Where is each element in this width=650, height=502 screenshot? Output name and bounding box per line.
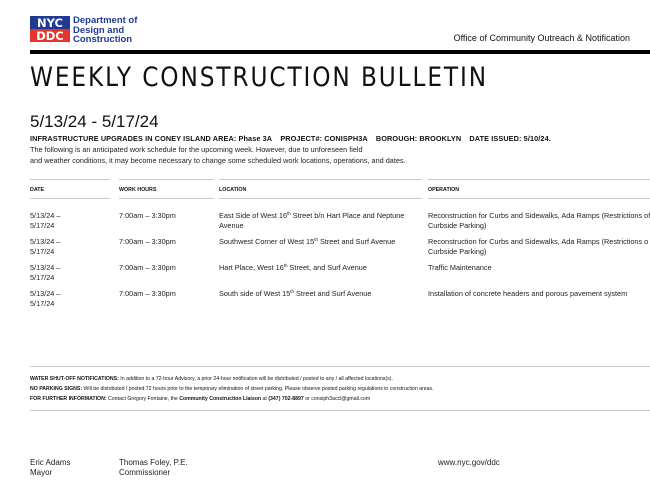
- project-number: PROJECT#: CONISPH3A: [280, 134, 368, 143]
- row-hours: 7:00am – 3:30pm: [119, 263, 176, 272]
- dept-line-3: Construction: [73, 34, 133, 46]
- bulletin-title: WEEKLY CONSTRUCTION BULLETIN: [30, 62, 488, 93]
- liaison-phone: (347) 702-8897: [268, 396, 304, 402]
- office-name: Office of Community Outreach & Notification: [453, 33, 630, 43]
- row-date-start: 5/13/24 –: [30, 211, 61, 220]
- project-meta: [30, 134, 557, 143]
- liaison-title: Community Construction Liaison: [179, 396, 262, 402]
- row-location: [219, 211, 424, 232]
- location-ordinal: th: [283, 263, 288, 268]
- mayor-name: Eric Adams: [30, 458, 71, 467]
- row-date: [30, 263, 110, 284]
- location-text: Street and Surf Avenue: [317, 237, 396, 246]
- project-title: INFRASTRUCTURE UPGRADES IN CONEY ISLAND AREA: Phase 3A: [30, 134, 273, 143]
- row-location: [219, 263, 424, 273]
- header-location: LOCATION: [219, 179, 422, 199]
- note-text: Will be distributed / posted 72 hours prior to the temporary elimination of street parking. Please observe posted parking regulations in construction areas.: [82, 386, 434, 392]
- note-text: Contact Gregory Fontaine, the: [106, 396, 180, 402]
- row-operation: Traffic Maintenance: [428, 263, 492, 272]
- row-location: [219, 237, 424, 247]
- intro-line-2: and weather conditions, it may become necessary to change some scheduled work locations, operations, and dates.: [30, 155, 406, 165]
- row-hours: 7:00am – 3:30pm: [119, 237, 176, 246]
- row-date-end: 5/17/24: [30, 299, 55, 309]
- date-issued: DATE ISSUED: 5/10/24.: [469, 134, 551, 143]
- footer-website[interactable]: www.nyc.gov/ddc: [438, 458, 500, 467]
- intro-text: [30, 145, 510, 167]
- row-date-end: 5/17/24: [30, 273, 55, 283]
- department-name: [73, 16, 137, 45]
- row-hours: 7:00am – 3:30pm: [119, 289, 176, 298]
- note-label: WATER SHUT-OFF NOTIFICATIONS:: [30, 376, 119, 382]
- notifications-box: [30, 366, 650, 411]
- note-label: NO PARKING SIGNS:: [30, 386, 83, 392]
- footer-commissioner: [119, 458, 188, 478]
- note-text: In addition to a 72-hour Advisory, a prior 24-hour notification will be distributed / posted to any / all affected locations(s).: [118, 376, 393, 382]
- note-label: FOR FURTHER INFORMATION:: [30, 396, 107, 402]
- row-operation: Reconstruction for Curbs and Sidewalks, Ada Ramps (Restrictions o Curbside Parking): [428, 237, 649, 257]
- location-text: Street, and Surf Avenue: [287, 263, 367, 272]
- no-parking-note: [30, 384, 650, 394]
- commissioner-title: Commissioner: [119, 468, 171, 477]
- row-operation: Installation of concrete headers and porous pavement system: [428, 289, 628, 298]
- footer-mayor: [30, 458, 70, 478]
- intro-line-1: The following is an anticipated work schedule for the upcoming week. However, due to unforeseen field: [30, 145, 363, 154]
- location-ordinal: th: [314, 237, 318, 242]
- row-date-start: 5/13/24 –: [30, 289, 61, 298]
- row-date: [30, 237, 110, 258]
- project-borough: BOROUGH: BROOKLYN: [375, 134, 462, 143]
- schedule-table-header: [30, 179, 650, 199]
- location-ordinal: th: [287, 211, 291, 216]
- liaison-email: or consiph3accl@gmail.com: [303, 396, 371, 402]
- dept-line-1: Department of: [73, 15, 138, 26]
- header-date: DATE: [30, 179, 110, 199]
- location-text: East Side of West 16: [219, 211, 288, 220]
- location-text: Hart Place, West 16: [219, 263, 284, 272]
- further-info-note: [30, 394, 650, 404]
- logo-ddc-text: DDC: [36, 29, 64, 42]
- dept-line-2: Design and: [73, 24, 125, 36]
- location-text: Southwest Corner of West 15: [219, 237, 315, 246]
- location-text: Street and Surf Avenue: [294, 289, 372, 298]
- location-ordinal: th: [290, 289, 295, 294]
- row-operation: Reconstruction for Curbs and Sidewalks, Ada Ramps (Restrictions of Curbside Parking): [428, 211, 650, 231]
- row-date: [30, 211, 110, 232]
- logo-nyc-text: NYC: [37, 16, 63, 30]
- row-date-end: 5/17/24: [30, 221, 55, 231]
- page-header: [30, 16, 630, 46]
- location-text: South side of West 15: [219, 289, 291, 298]
- row-hours: 7:00am – 3:30pm: [119, 211, 176, 220]
- header-operation: OPERATION: [428, 179, 650, 199]
- row-date-start: 5/13/24 –: [30, 237, 61, 246]
- row-location: [219, 289, 424, 299]
- commissioner-name: Thomas Foley, P.E.: [119, 458, 188, 467]
- row-date-end: 5/17/24: [30, 247, 55, 257]
- row-date: [30, 289, 110, 310]
- row-date-start: 5/13/24 –: [30, 263, 61, 272]
- nyc-ddc-logo: [30, 16, 70, 42]
- water-shutoff-note: [30, 374, 650, 384]
- header-rule: [30, 50, 650, 54]
- header-work-hours: WORK HOURS: [119, 179, 214, 199]
- mayor-title: Mayor: [30, 468, 53, 477]
- note-text: at: [261, 396, 269, 402]
- date-range: 5/13/24 - 5/17/24: [30, 112, 159, 131]
- location-text: Street b/n Hart Place and Neptune Avenue: [219, 211, 405, 231]
